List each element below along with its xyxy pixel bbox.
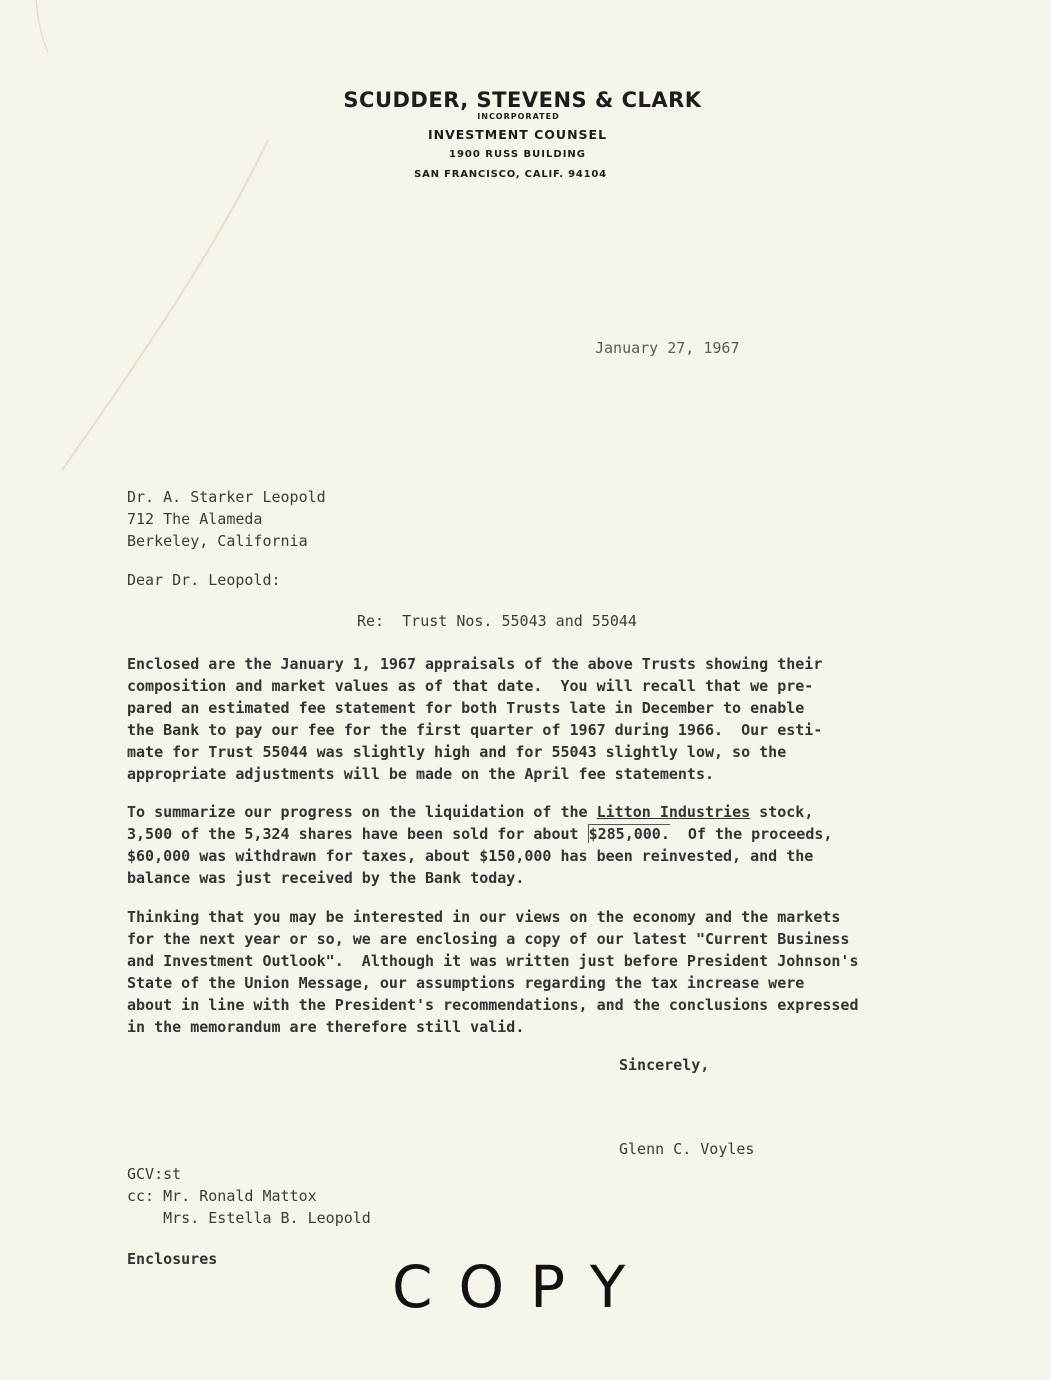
text-run: 3,500 of the 5,324 shares have been sold for about	[127, 825, 588, 843]
company-name: SCUDDER, STEVENS & CLARK	[343, 88, 702, 112]
paragraph-line: $60,000 was withdrawn for taxes, about $150,000 has been reinvested, and the	[127, 847, 814, 865]
letterhead	[300, 86, 745, 183]
salutation: Dear Dr. Leopold:	[127, 571, 281, 589]
paragraph-line: balance was just received by the Bank today.	[127, 869, 525, 887]
paragraph-line: and Investment Outlook". Although it was written just before President Johnson's	[127, 952, 859, 970]
letter-date: January 27, 1967	[595, 339, 740, 357]
re-line: Re: Trust Nos. 55043 and 55044	[357, 612, 637, 630]
paragraph-line: about in line with the President's recommendations, and the conclusions expressed	[127, 996, 859, 1014]
paragraph-appraisals	[127, 653, 822, 785]
closing: Sincerely,	[619, 1056, 710, 1074]
text-run: Of the proceeds,	[669, 825, 833, 843]
recipient-address	[127, 486, 326, 552]
paragraph-line: in the memorandum are therefore still valid.	[127, 1018, 525, 1036]
paragraph-line: appropriate adjustments will be made on the April fee statements.	[127, 765, 714, 783]
recipient-city: Berkeley, California	[127, 532, 308, 550]
enclosures-label: Enclosures	[127, 1250, 218, 1268]
paragraph-outlook	[127, 906, 859, 1038]
cc-line: Mrs. Estella B. Leopold	[127, 1209, 371, 1227]
underlined-company: Litton Industries	[596, 803, 751, 821]
paragraph-line: State of the Union Message, our assumptions regarding the tax increase were	[127, 974, 805, 992]
text-run: stock,	[750, 803, 814, 821]
company-city: SAN FRANCISCO, CALIF. 94104	[414, 169, 607, 180]
marked-amount: $285,000.	[588, 825, 670, 843]
text-run: To summarize our progress on the liquidation of the	[127, 803, 597, 821]
company-building: 1900 RUSS BUILDING	[448, 149, 586, 160]
paragraph-line: composition and market values as of that date. You will recall that we pre-	[127, 677, 814, 695]
paragraph-line: Thinking that you may be interested in our views on the economy and the markets	[127, 908, 841, 926]
paragraph-line: the Bank to pay our fee for the first quarter of 1967 during 1966. Our esti-	[127, 721, 823, 739]
reference-block	[127, 1163, 371, 1229]
paragraph-line	[127, 823, 832, 845]
copy-stamp: COPY	[392, 1253, 652, 1321]
typist-initials: GCV:st	[127, 1165, 182, 1183]
paragraph-line: Enclosed are the January 1, 1967 appraisals of the above Trusts showing their	[127, 655, 823, 673]
recipient-street: 712 The Alameda	[127, 510, 263, 528]
incorporated-label: INCORPORATED	[477, 112, 560, 121]
cc-line: cc: Mr. Ronald Mattox	[127, 1187, 317, 1205]
paragraph-line: for the next year or so, we are enclosing a copy of our latest "Current Business	[127, 930, 850, 948]
signer-name: Glenn C. Voyles	[619, 1140, 755, 1158]
paragraph-line: mate for Trust 55044 was slightly high and for 55043 slightly low, so the	[127, 743, 787, 761]
company-tagline: INVESTMENT COUNSEL	[427, 127, 608, 142]
paragraph-liquidation	[127, 801, 832, 889]
paragraph-line: pared an estimated fee statement for both Trusts late in December to enable	[127, 699, 805, 717]
paragraph-line	[127, 801, 832, 823]
recipient-name: Dr. A. Starker Leopold	[127, 488, 326, 506]
